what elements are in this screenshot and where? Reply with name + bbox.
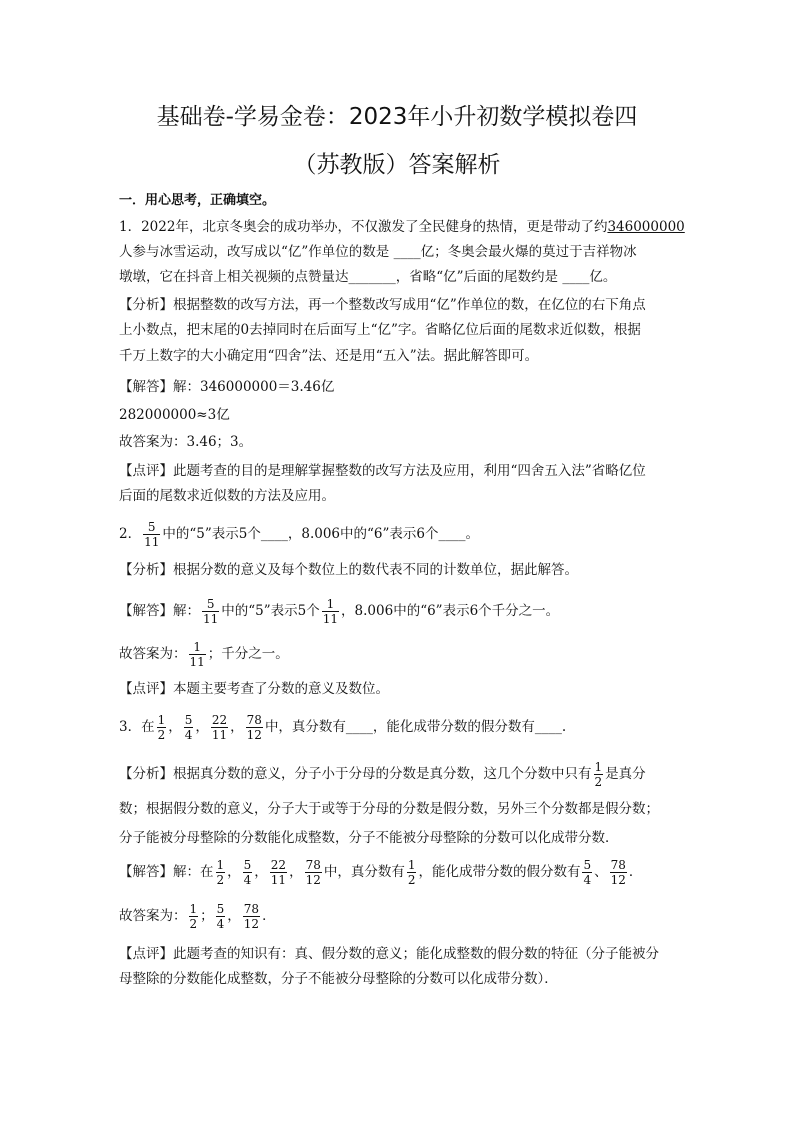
q1-analysis-1: 【分析】根据整数的改写方法，再一个整数改写成用“亿”作单位的数，在亿位的右下角点: [119, 297, 646, 313]
fraction: $\frac{5}{11}$: [203, 597, 219, 626]
q2-answer: 故答案为： $\frac{1}{11}$ ；千分之一。: [119, 640, 289, 669]
q1-line1: 1．2022年，北京冬奥会的成功举办，不仅激发了全民健身的热情，更是带动了约346000000: [119, 219, 685, 235]
fraction: $\frac{78}{12}$: [305, 858, 321, 887]
fraction: $\frac{1}{2}$: [189, 902, 198, 931]
fraction: $\frac{1}{11}$: [189, 640, 205, 669]
fraction: $\frac{5}{4}$: [184, 713, 193, 742]
q3-analysis-2: 数；根据假分数的意义，分子大于或等于分母的分数是假分数，另外三个分数都是假分数；: [119, 801, 659, 817]
fraction: $\frac{22}{11}$: [270, 858, 287, 887]
fraction: $\frac{78}{12}$: [246, 713, 262, 742]
q2-solution: 【解答】解： $\frac{5}{11}$ 中的“5”表示5个 $\frac{1}{11}$ ，8.006中的“6”表示6个千分之一。: [119, 597, 560, 626]
q1-solution-1: 【解答】解：346000000＝3.46亿: [119, 379, 335, 395]
q1-comment-2: 后面的尾数求近似数的方法及应用。: [119, 488, 335, 504]
fraction: $\frac{22}{11}$: [211, 713, 228, 742]
q3-analysis-3: 分子能被分母整除的分数能化成整数，分子不能被分母整除的分数可以化成带分数．: [119, 830, 619, 846]
document-title-line1: 基础卷-学易金卷：2023年小升初数学模拟卷四: [156, 104, 638, 130]
fraction: $\frac{5}{11}$: [144, 520, 160, 549]
q2-line: 2． $\frac{5}{11}$ 中的“5”表示5个____，8.006中的“6”表示6个____。: [119, 520, 479, 549]
q1-analysis-2: 上小数点，把末尾的0去掉同时在后面写上“亿”字。省略亿位后面的尾数求近似数，根据: [119, 322, 641, 338]
fraction: $\frac{1}{2}$: [216, 858, 225, 887]
q3-answer: 故答案为： $\frac{1}{2}$ ； $\frac{5}{4}$ ， $\frac{78}{12}$ ．: [119, 902, 276, 931]
fraction: $\frac{1}{2}$: [594, 760, 603, 789]
fraction: $\frac{78}{12}$: [610, 858, 626, 887]
q1-answer: 故答案为：3.46；3。: [119, 434, 253, 450]
section-heading: 一．用心思考，正确填空。: [119, 193, 276, 208]
q1-number-underlined: 346000000: [607, 219, 685, 235]
q1-analysis-3: 千万上数字的大小确定用“四舍”法、还是用“五入”法。据此解答即可。: [119, 348, 539, 364]
fraction: $\frac{1}{2}$: [157, 713, 166, 742]
q2-analysis: 【分析】根据分数的意义及每个数位上的数代表不同的计数单位，据此解答。: [119, 562, 578, 578]
fraction: $\frac{5}{4}$: [583, 858, 592, 887]
q3-comment-2: 母整除的分数能化成整数，分子不能被分母整除的分数可以化成带分数）．: [119, 971, 558, 987]
fraction: $\frac{78}{12}$: [243, 902, 260, 931]
q3-comment-1: 【点评】此题考查的知识有：真、假分数的意义；能化成整数的假分数的特征（分子能被分: [119, 946, 659, 962]
q1-comment-1: 【点评】此题考查的目的是理解掌握整数的改写方法及应用，利用“四舍五入法”省略亿位: [119, 463, 646, 479]
document-title-line2: （苏教版）答案解析: [293, 152, 501, 178]
q1-solution-2: 282000000≈3亿: [119, 407, 230, 423]
fraction: $\frac{5}{4}$: [216, 902, 225, 931]
fraction: $\frac{1}{2}$: [407, 858, 416, 887]
fraction: $\frac{1}{11}$: [322, 597, 339, 626]
q1-line3: 墩墩，它在抖音上相关视频的点赞量达_______，省略“亿”后面的尾数约是 ____亿。: [119, 269, 617, 285]
q3-analysis-1: 【分析】根据真分数的意义，分子小于分母的分数是真分数，这几个分数中只有 $\frac{1}{2}$ 是真分: [119, 760, 646, 789]
fraction: $\frac{5}{4}$: [243, 858, 252, 887]
q2-comment: 【点评】本题主要考查了分数的意义及数位。: [119, 681, 389, 697]
q1-line2: 人参与冰雪运动，改写成以“亿”作单位的数是 ____亿；冬奥会最火爆的莫过于吉祥物冰: [119, 244, 637, 260]
q3-solution: 【解答】解：在 $\frac{1}{2}$ ， $\frac{5}{4}$ ， $\frac{22}{11}$ ， $\frac{78}{12}$ 中，真分数有 $\frac{1}{2}$ ，能化成带分数的假分数有 $\frac{5}{4}$ 、 $\frac{78}{12}$ ．: [119, 858, 643, 887]
q3-line: 3．在 $\frac{1}{2}$ ， $\frac{5}{4}$ ， $\frac{22}{11}$ ， $\frac{78}{12}$ 中，真分数有____，能化成带分数的假分数有____.: [119, 713, 567, 742]
